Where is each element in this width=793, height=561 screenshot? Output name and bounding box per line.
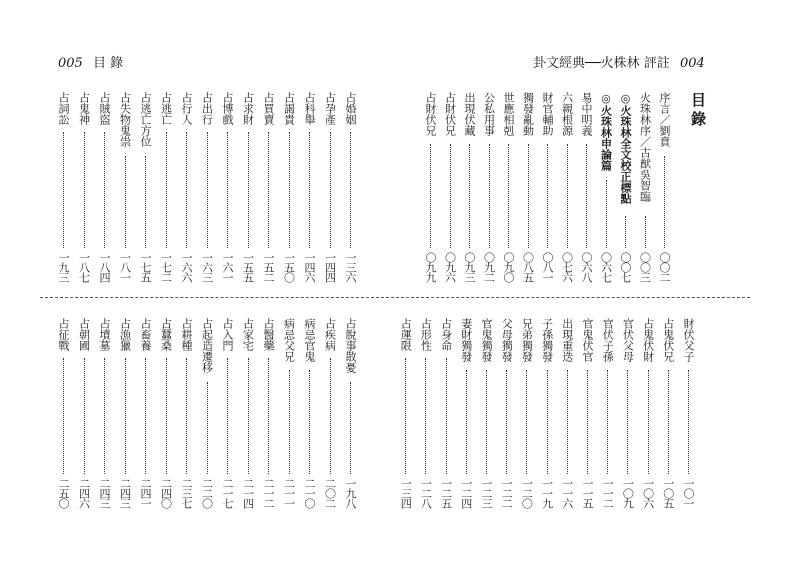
toc-entry-page: 二〇二 bbox=[323, 478, 337, 508]
leader-dots bbox=[125, 358, 126, 474]
toc-entry-page: 一五〇 bbox=[282, 252, 296, 282]
toc-entry-label: 占起造遷移 bbox=[200, 318, 214, 373]
toc-entry-label: 占逃亡方位 bbox=[139, 92, 152, 147]
leader-dots bbox=[166, 132, 167, 248]
toc-entry-label: 占財伏兄 bbox=[424, 92, 437, 136]
leader-dots bbox=[607, 370, 608, 474]
leader-dots bbox=[309, 132, 310, 248]
toc-entry-page: 一〇九 bbox=[621, 478, 635, 508]
toc-entry-label: 獨發亂動 bbox=[521, 92, 535, 136]
toc-entry-page: 二一四 bbox=[241, 478, 255, 508]
toc-entry-page: 〇七六 bbox=[560, 252, 574, 282]
toc-entry-page: 二一二 bbox=[262, 478, 275, 508]
toc-entry-page: 一六三 bbox=[200, 252, 214, 282]
left-page-title: 目 錄 bbox=[92, 56, 124, 71]
leader-dots bbox=[248, 358, 249, 474]
toc-entry-label: 占財伏兄 bbox=[443, 92, 457, 136]
toc-entry-label: 世應相剋 bbox=[502, 92, 515, 136]
toc-title: 目錄 bbox=[689, 92, 707, 130]
toc-entry-label: 占失物鬼祟 bbox=[118, 92, 132, 147]
toc-entry-page: 〇九六 bbox=[443, 252, 457, 282]
toc-entry-label: 六親根源 bbox=[560, 92, 574, 136]
leader-dots bbox=[268, 358, 269, 474]
leader-dots bbox=[430, 144, 431, 248]
leader-dots bbox=[145, 156, 146, 248]
toc-entry-label: ◎火珠林申論篇 bbox=[599, 92, 613, 171]
toc-entry-label: 子孫獨發 bbox=[540, 318, 554, 362]
toc-entry-label: 占身命 bbox=[439, 318, 453, 351]
leader-dots bbox=[446, 358, 447, 474]
leader-dots bbox=[469, 144, 470, 248]
toc-entry-label: 占博戲 bbox=[221, 92, 234, 125]
toc-entry-label: 占脫事散憂 bbox=[344, 318, 357, 373]
toc-entry-label: 占耕種 bbox=[180, 318, 193, 351]
toc-entry-page: 一一五 bbox=[581, 478, 594, 508]
toc-entry-page: 一七二 bbox=[159, 252, 173, 282]
toc-entry-page: 一二二 bbox=[500, 478, 514, 508]
toc-entry-label: 占科舉 bbox=[303, 92, 316, 125]
toc-entry-label: 占朝國 bbox=[77, 318, 91, 351]
leader-dots bbox=[567, 144, 568, 248]
leader-dots bbox=[688, 370, 689, 474]
toc-entry-label: 占征戰 bbox=[57, 318, 70, 351]
leader-dots bbox=[309, 370, 310, 474]
toc-entry-label: 占出行 bbox=[200, 92, 214, 125]
leader-dots bbox=[547, 144, 548, 248]
leader-dots bbox=[289, 370, 290, 474]
toc-entry-page: 一四六 bbox=[303, 252, 316, 282]
right-page-number: 004 bbox=[679, 56, 705, 71]
leader-dots bbox=[289, 132, 290, 248]
toc-entry-label: 病忌官鬼 bbox=[303, 318, 316, 362]
toc-entry-page: 一二八 bbox=[419, 478, 433, 508]
leader-dots bbox=[528, 144, 529, 248]
toc-entry-page: 一二〇 bbox=[520, 478, 534, 508]
toc-entry-label: 占鬼伏兄 bbox=[661, 318, 675, 362]
toc-entry-page: 一一六 bbox=[560, 478, 574, 508]
toc-entry-page: 一三六 bbox=[344, 252, 357, 282]
leader-dots bbox=[63, 132, 64, 248]
toc-entry-page: 〇六七 bbox=[599, 252, 613, 282]
leader-dots bbox=[145, 358, 146, 474]
leader-dots bbox=[425, 358, 426, 474]
toc-entry-label: 出現伏藏 bbox=[463, 92, 476, 136]
leader-dots bbox=[625, 216, 626, 248]
toc-entry-page: 〇六八 bbox=[580, 252, 593, 282]
leader-dots bbox=[450, 144, 451, 248]
toc-entry-page: 一五五 bbox=[241, 252, 255, 282]
toc-entry-page: 二一一 bbox=[282, 478, 296, 508]
toc-entry-page: 一六六 bbox=[180, 252, 193, 282]
toc-entry-page: 一二四 bbox=[459, 478, 473, 508]
toc-entry-page: 一〇六 bbox=[641, 478, 655, 508]
toc-entry-label: 出現重迭 bbox=[560, 318, 574, 362]
leader-dots bbox=[125, 156, 126, 248]
toc-entry-page: 一一九 bbox=[540, 478, 554, 508]
leader-dots bbox=[166, 358, 167, 474]
toc-entry-label: 官伏子孫 bbox=[601, 318, 615, 362]
toc-entry-label: 占逃亡 bbox=[159, 92, 173, 125]
toc-entry-label: 妻財獨發 bbox=[459, 318, 473, 362]
toc-entry-label: 占疾病 bbox=[323, 318, 337, 351]
leader-dots bbox=[227, 358, 228, 474]
toc-entry-page: 〇〇七 bbox=[619, 252, 632, 282]
leader-dots bbox=[104, 358, 105, 474]
leader-dots bbox=[587, 370, 588, 474]
toc-entry-label: 占家宅 bbox=[241, 318, 255, 351]
toc-entry-label: 占賊盜 bbox=[98, 92, 111, 125]
toc-entry-page: 二四三 bbox=[118, 478, 132, 508]
toc-entry-page: 〇〇三 bbox=[638, 252, 652, 282]
right-page-header bbox=[533, 52, 711, 71]
toc-entry-label: 占入門 bbox=[221, 318, 234, 351]
leader-dots bbox=[567, 370, 568, 474]
toc-entry-page: 二二〇 bbox=[200, 478, 214, 508]
toc-entry-label: 父母獨發 bbox=[500, 318, 514, 362]
leader-dots bbox=[84, 358, 85, 474]
toc-entry-label: 官伏父母 bbox=[621, 318, 635, 362]
leader-dots bbox=[627, 370, 628, 474]
toc-entry-page: 一八一 bbox=[118, 252, 132, 282]
leader-dots bbox=[489, 144, 490, 248]
toc-entry-label: 占運限 bbox=[399, 318, 413, 351]
leader-dots bbox=[207, 132, 208, 248]
toc-entry-label: 占漁獵 bbox=[118, 318, 132, 351]
leader-dots bbox=[405, 358, 406, 474]
toc-entry-label: ◎火珠林全文校正標點 bbox=[619, 92, 632, 204]
toc-entry-page: 〇〇二 bbox=[658, 252, 671, 282]
leader-dots bbox=[104, 132, 105, 248]
toc-entry-label: 序言／劉賁 bbox=[658, 92, 671, 147]
toc-entry-page: 二一七 bbox=[221, 478, 234, 508]
leader-dots bbox=[506, 370, 507, 474]
toc-entry-label: 占墳墓 bbox=[98, 318, 111, 351]
toc-entry-label: 占蠶桑 bbox=[159, 318, 173, 351]
toc-entry-page: 一五二 bbox=[262, 252, 275, 282]
toc-entry-page: 一九八 bbox=[344, 478, 357, 508]
toc-entry-label: 占詞訟 bbox=[57, 92, 70, 125]
toc-entry-page: 二三七 bbox=[180, 478, 193, 508]
toc-entry-label: 官鬼伏官 bbox=[581, 318, 594, 362]
toc-entry-page: 二四一 bbox=[139, 478, 152, 508]
leader-dots bbox=[268, 132, 269, 248]
leader-dots bbox=[668, 370, 669, 474]
toc-entry-page: 一二三 bbox=[480, 478, 493, 508]
leader-dots bbox=[63, 358, 64, 474]
leader-dots bbox=[648, 370, 649, 474]
leader-dots bbox=[186, 132, 187, 248]
toc-entry-label: 占畜養 bbox=[139, 318, 152, 351]
leader-dots bbox=[606, 180, 607, 248]
toc-entry-label: 公私用事 bbox=[482, 92, 496, 136]
toc-entry-label: 官鬼獨發 bbox=[480, 318, 493, 362]
toc-entry-page: 二一〇 bbox=[303, 478, 316, 508]
leader-dots bbox=[186, 358, 187, 474]
toc-entry-page: 二五〇 bbox=[57, 478, 70, 508]
left-page-header bbox=[58, 52, 129, 71]
toc-entry-page: 〇八一 bbox=[541, 252, 554, 282]
toc-entry-label: 占求財 bbox=[241, 92, 255, 125]
toc-entry-label: 占買賣 bbox=[262, 92, 275, 125]
toc-entry-page: 一〇五 bbox=[661, 478, 675, 508]
leader-dots bbox=[330, 358, 331, 474]
toc-entry-page: 一六一 bbox=[221, 252, 234, 282]
toc-entry-label: 火珠林序／古猷吳智臨 bbox=[638, 92, 652, 202]
section-divider bbox=[40, 297, 750, 298]
toc-entry-label: 易中明義 bbox=[580, 92, 593, 136]
toc-entry-page: 一〇一 bbox=[682, 478, 695, 508]
leader-dots bbox=[664, 156, 665, 248]
toc-entry-page: 〇九九 bbox=[424, 252, 437, 282]
leader-dots bbox=[84, 132, 85, 248]
leader-dots bbox=[227, 132, 228, 248]
leader-dots bbox=[350, 382, 351, 474]
toc-entry-label: 占醫藥 bbox=[262, 318, 275, 351]
toc-entry-label: 占鬼伏財 bbox=[641, 318, 655, 362]
leader-dots bbox=[248, 132, 249, 248]
leader-dots bbox=[350, 132, 351, 248]
leader-dots bbox=[466, 370, 467, 474]
toc-entry-label: 占形性 bbox=[419, 318, 433, 351]
toc-entry-page: 二四〇 bbox=[159, 478, 173, 508]
toc-entry-page: 〇九三 bbox=[463, 252, 476, 282]
leader-dots bbox=[586, 144, 587, 248]
leader-dots bbox=[645, 216, 646, 248]
toc-entry-page: 一七五 bbox=[139, 252, 152, 282]
toc-entry-page: 一三四 bbox=[399, 478, 413, 508]
left-page-number: 005 bbox=[58, 56, 83, 71]
toc-entry-page: 一一二 bbox=[601, 478, 615, 508]
toc-entry-page: 一八七 bbox=[77, 252, 91, 282]
toc-entry-label: 占鬼神 bbox=[77, 92, 91, 125]
toc-entry-page: 一四四 bbox=[323, 252, 337, 282]
leader-dots bbox=[207, 382, 208, 474]
toc-entry-page: 〇九〇 bbox=[502, 252, 515, 282]
toc-entry-label: 病忌父兄 bbox=[282, 318, 296, 362]
leader-dots bbox=[526, 370, 527, 474]
toc-entry-label: 財官輔助 bbox=[541, 92, 554, 136]
toc-entry-label: 占行人 bbox=[180, 92, 193, 125]
leader-dots bbox=[508, 144, 509, 248]
toc-entry-page: 一九三 bbox=[57, 252, 70, 282]
leader-dots bbox=[486, 370, 487, 474]
toc-entry-label: 占婚姻 bbox=[344, 92, 357, 125]
toc-entry-label: 兄弟獨發 bbox=[520, 318, 534, 362]
toc-entry-page: 一二五 bbox=[439, 478, 453, 508]
leader-dots bbox=[547, 370, 548, 474]
toc-entry-page: 〇九二 bbox=[482, 252, 496, 282]
toc-entry-page: 〇八五 bbox=[521, 252, 535, 282]
toc-entry-label: 占孕產 bbox=[323, 92, 337, 125]
toc-entry-label: 財伏父子 bbox=[682, 318, 695, 362]
toc-entry-page: 一八四 bbox=[98, 252, 111, 282]
toc-entry-page: 二四三 bbox=[98, 478, 111, 508]
leader-dots bbox=[330, 132, 331, 248]
right-page-title: 卦文經典──火株林 評註 bbox=[533, 56, 670, 71]
toc-entry-page: 二四六 bbox=[77, 478, 91, 508]
toc-entry-label: 占謁貴 bbox=[282, 92, 296, 125]
